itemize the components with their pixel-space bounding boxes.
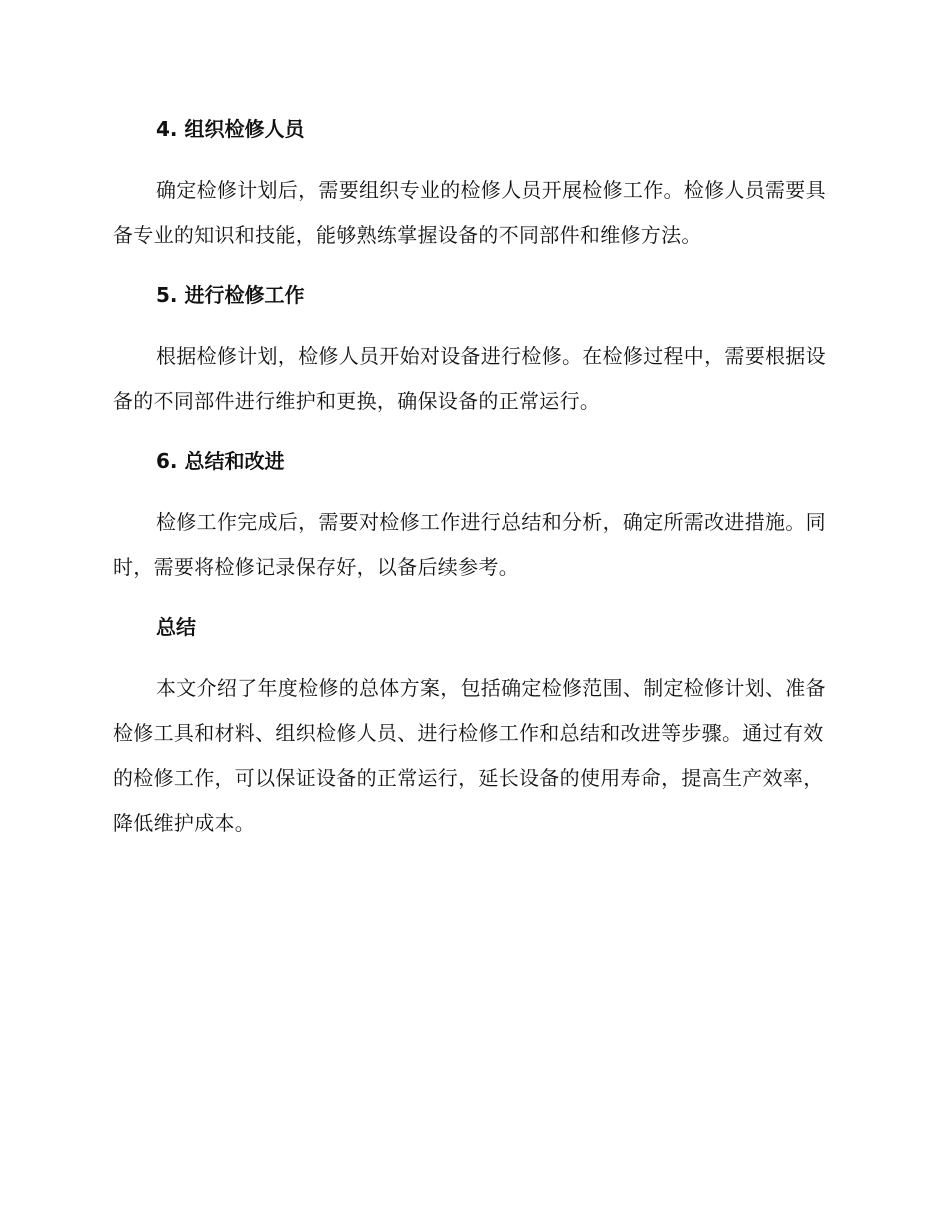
section-paragraph: 本文介绍了年度检修的总体方案，包括确定检修范围、制定检修计划、准备检修工具和材料、组织检修人员、进行检修工作和总结和改进等步骤。通过有效的检修工作，可以保证设备的正常运行，延长设备的使用寿命，提高生产效率，降低维护成本。 [113,676,826,835]
section-heading: 总结 [156,615,196,639]
section-perform-maintenance [113,278,833,424]
section-paragraph: 确定检修计划后，需要组织专业的检修人员开展检修工作。检修人员需要具备专业的知识和技能，能够熟练掌握设备的不同部件和维修方法。 [113,178,826,247]
section-summary-improve [113,444,833,590]
section-heading: 6. 总结和改进 [156,449,285,473]
section-paragraph: 检修工作完成后，需要对检修工作进行总结和分析，确定所需改进措施。同时，需要将检修记录保存好，以备后续参考。 [113,510,826,579]
section-heading: 5. 进行检修工作 [156,283,305,307]
document-body [113,112,833,866]
section-heading: 4. 组织检修人员 [156,117,305,141]
section-paragraph: 根据检修计划，检修人员开始对设备进行检修。在检修过程中，需要根据设备的不同部件进行维护和更换，确保设备的正常运行。 [113,344,826,413]
section-organize-staff [113,112,833,258]
section-conclusion [113,610,833,846]
